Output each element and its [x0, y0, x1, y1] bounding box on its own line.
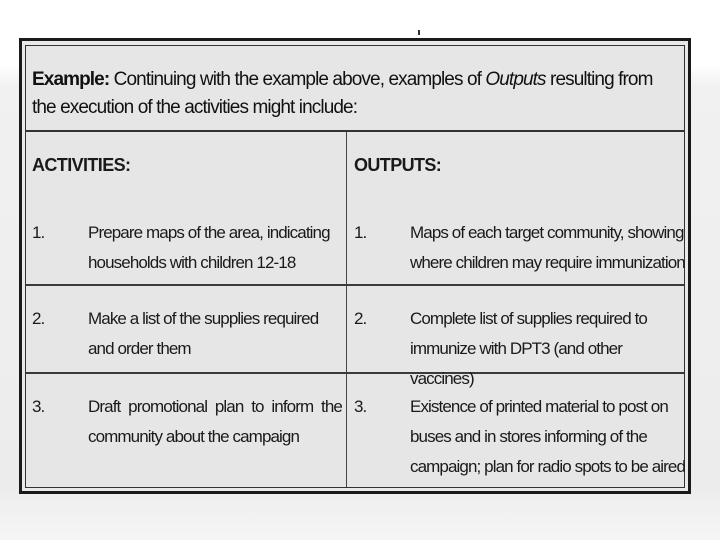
row-number: 3. — [354, 397, 367, 416]
outputs-header: OUTPUTS: — [354, 155, 442, 175]
activity-cell — [32, 304, 342, 364]
activities-header: ACTIVITIES: — [32, 155, 131, 175]
row-number: 1. — [354, 223, 367, 242]
table-row — [26, 374, 684, 492]
row-number: 1. — [32, 223, 45, 242]
output-cell — [354, 304, 688, 388]
activity-text: Draft promotional plan to inform the community about the campaign — [88, 397, 342, 446]
intro-label: Example: — [32, 69, 110, 90]
outputs-header-cell — [354, 150, 688, 181]
intro-text-after: resulting from the execution of the activities might include: — [32, 69, 653, 118]
activity-text: Prepare maps of the area, indicating households with children 12-18 — [88, 223, 330, 272]
example-table — [25, 45, 685, 488]
activity-cell — [32, 392, 342, 452]
output-text: Existence of printed material to post on buses and in stores informing of the campaign; plan for radio spots to be aired — [410, 397, 685, 476]
activity-text: Make a list of the supplies required and order them — [88, 309, 319, 358]
intro-paragraph — [26, 46, 684, 132]
table-row — [26, 132, 684, 286]
table-row — [26, 286, 684, 388]
output-cell — [354, 218, 688, 278]
example-box — [19, 38, 691, 494]
row-number: 3. — [32, 397, 45, 416]
output-text: Maps of each target community, showing where children may require immunization — [410, 223, 685, 272]
stray-mark — [418, 30, 420, 35]
output-cell — [354, 392, 688, 484]
activities-header-cell — [32, 150, 342, 181]
intro-text-before: Continuing with the example above, examples of — [109, 69, 486, 90]
table-body — [26, 132, 684, 487]
row-number: 2. — [32, 309, 45, 328]
intro-emphasis: Outputs — [485, 69, 546, 90]
activity-cell — [32, 218, 342, 278]
row-number: 2. — [354, 309, 367, 328]
output-text: Complete list of supplies required to immunize with DPT3 (and other vaccines) — [410, 309, 647, 388]
